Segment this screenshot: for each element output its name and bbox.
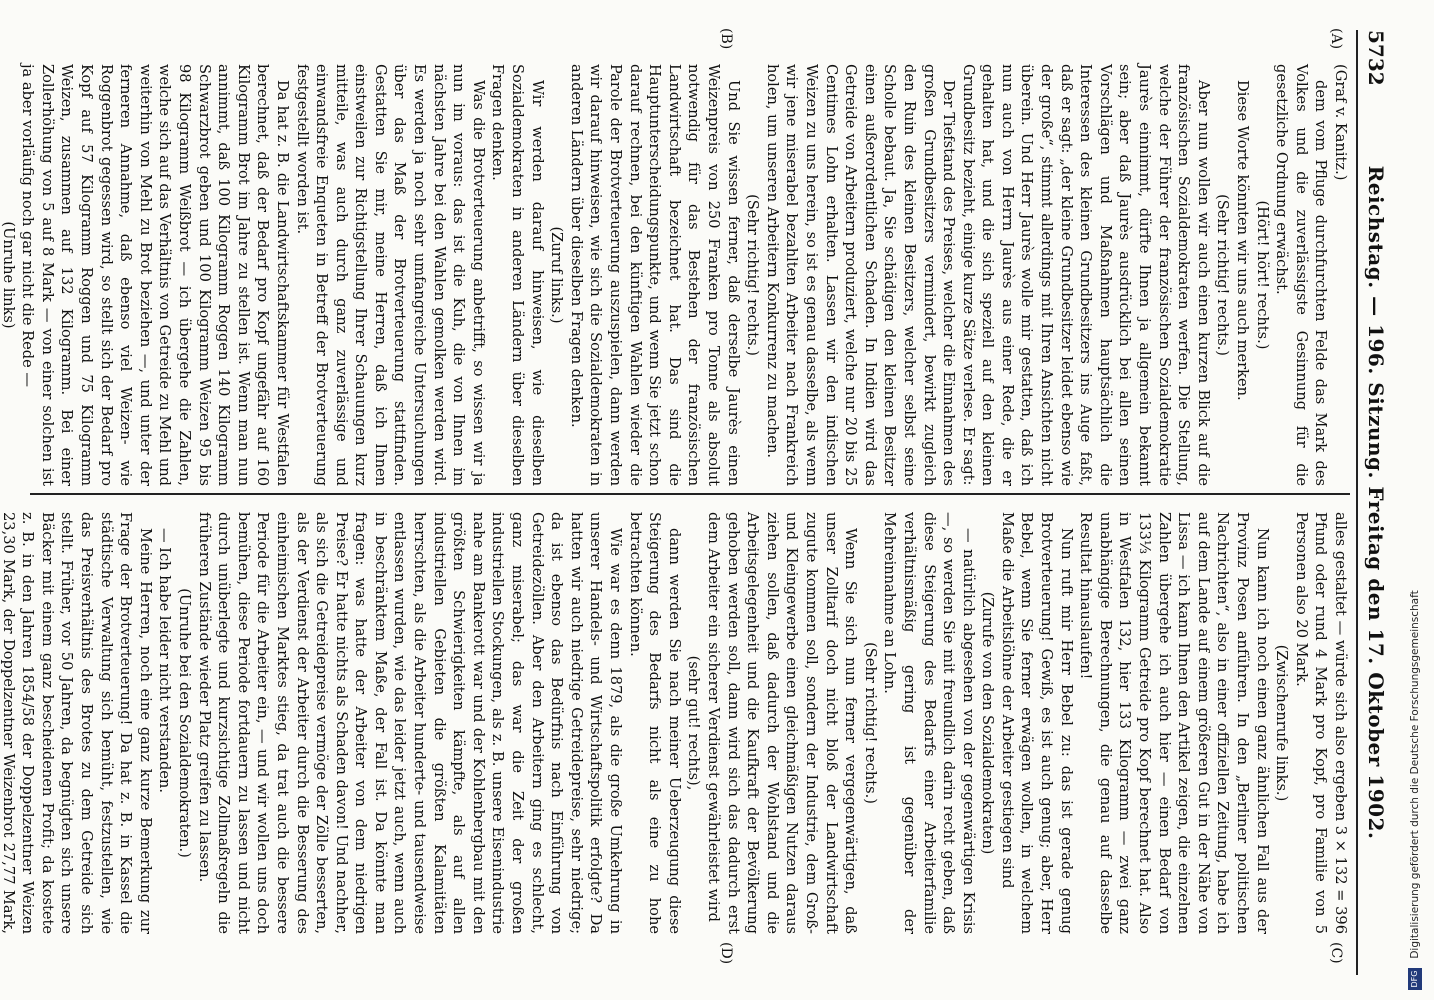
paragraph: (Sehr richtig! rechts.) xyxy=(861,642,879,804)
paragraph: (Zurufe von den Sozialdemokraten) xyxy=(979,591,997,855)
paragraph: Nun kann ich noch einen ganz ähnlichen Fall aus der Provinz Posen anführen. In den „Berliner politischen Nachrichten“, also in einer offiziellen Zeitung, habe ich auf dem Lande auf einem größeren Gut in der Nähe von Lissa — ich kann Ihnen den Artikel zeigen, die einzelnen Zahlen übergehe ich auch hier — einen Bedarf von 133⅓ Kilogramm Getreide pro Kopf berechnet hat. Also in Westfalen 132, hier 133 Kilogramm — zwei ganz unabhängige Berechnungen, die genau auf dasselbe Resultat hinauslaufen! xyxy=(1077,512,1271,934)
paragraph: — Ich habe leider nicht verstanden. xyxy=(156,528,174,793)
column-divider xyxy=(30,493,1350,495)
paragraph: (sehr gut! rechts), xyxy=(685,655,703,791)
paragraph: (Graf v. Kanitz.) xyxy=(1332,64,1349,181)
paragraph: (Zuruf links.) xyxy=(548,226,566,324)
paragraph: Wie war es denn 1879, als die große Umkehrung in unserer Handels- und Wirtschaftspolitik erfolgte? Da hatten wir auch niedrige Getreidepreise, sehr niedrige; da ist ebenso das Bedürfnis nach Einführung von Getreidezöllen. Aber den Arbeitern ging es schlecht, ganz miserabel; das war die Zeit der großen industriellen Stockungen, als z. B. unsere Eisenindustrie nahe am Bankerott war und der Kohlenbergbau mit den größten Schwierigkeiten kämpfte, als auf allen industriellen Gebieten die größten Kalamitäten herrschten, als die Arbeiter hunderte- und tausendweise entlassen wurden, wie das leider jetzt auch, wenn auch in beschränktem Maße, der Fall ist. Da könnte man fragen: was hatte der Arbeiter von dem niedrigen Preise? Er hatte nichts als Schaden davon! Und nachher, als sich die Getreidepreise vermöge der Zölle besserten, als der Verdienst der Arbeiter durch die Besserung des einheimischen Marktes stieg, da trat auch die bessere Periode für die Arbeiter ein, — und wir wollen uns doch bemühen, diese Periode fortdauern zu lassen und nicht durch unüberlegte und kurzsichtige Zollmaßregeln die früheren Zustände wieder Platz greifen zu lassen. xyxy=(195,512,625,934)
paragraph: alles gestaltet — würde sich also ergeben 3 × 132 = 396 Pfund oder rund 4 Mark pro Kopf, pro Familie von 5 Personen also 20 Mark. xyxy=(1292,512,1349,934)
paragraph: (Sehr richtig! rechts.) xyxy=(1214,194,1232,356)
paragraph: Und Sie wissen ferner, daß derselbe Jaurès einen Weizenpreis von 250 Franken pro Tonne als absolut notwendig für das Bestehen der französischen Landwirtschaft bezeichnet hat. Das sind die Hauptunterscheidungspunkte, und wenn Sie jetzt schon darauf rechnen, bei den künftigen Wahlen wieder die Parole der Brotverteuerung auszuspielen, dann werden wir darauf hinweisen, wie sich die Sozialdemokraten in anderen Ländern über dieselben Fragen denken. xyxy=(567,64,742,486)
paragraph: (Unruhe links) xyxy=(0,221,17,329)
digitization-credit xyxy=(1408,10,1430,990)
paragraph: dem vom Pfluge durchfurchten Felde das Mark des Volkes und die zuverlässigste Gesinnung für die gesetzliche Ordnung erwächst. xyxy=(1273,64,1330,486)
margin-mark-c: (C) xyxy=(1328,942,1344,964)
paragraph: Meine Herren, noch eine ganz kurze Bemerkung zur Frage der Brotverteuerung! Da hat z. B. in Kassel die städtische Verwaltung sich bemüht, festzustellen, wie das Preisverhältnis des Brotes zu dem Getreide sich stellt. Früher, vor 50 Jahren, da begnügten sich unsere Bäcker mit einem ganz bescheidenen Profit; da kostete z. B. in den Jahren 1854/58 der Doppelzentner Weizen 23,30 Mark, der Doppelzentner Weizenbrot 27,77 Mark, xyxy=(0,512,154,934)
paragraph: Der Tiefstand des Preises, welcher die Einnahmen des großen Grundbesitzers vermindert, bewirkt zugleich den Ruin des kleinen Besitzers, welcher selbst seine Scholle bebaut. Ja, Sie schädigen den kleinen Besitzer einen außerordentlichen Schaden. In Indien wird das Getreide von Arbeitern produziert, welche nur 20 bis 25 Centimes Lohn erhalten. Lassen wir den indischen Weizen zu uns herein, so ist es genau dasselbe, als wenn wir jene miserabel bezahlten Arbeiter nach Frankreich holen, um unseren Arbeitern Konkurrenz zu machen. xyxy=(763,64,958,486)
paragraph: Aber nun wollen wir auch einen kurzen Blick auf die französischen Sozialdemokraten werfen. Die Stellung, welche der Führer der französischen Sozialdemokratie Jaurès einnimmt, dürfte Ihnen ja allgemein bekannt sein; aber daß Jaurès ausdrücklich bei allen seinen Vorschlägen und Maßnahmen hauptsächlich die Interessen des kleinen Grundbesitzers ins Auge faßt, daß er sagt: „der kleine Grundbesitzer leidet ebenso wie der große“, stimmt allerdings mit Ihren Ansichten nicht überein. Und Herr Jaurès wolle mir gestatten, daß ich nun auch von Herrn Jaurès aus einer Rede, die er gehalten hat, und die sich speziell auf den kleinen Grundbesitz bezieht, einige kurze Sätze verlese. Er sagt: xyxy=(959,64,1212,486)
paragraph: Nun ruft mir Herr Bebel zu: das ist gerade genug Brotverteuerung! Gewiß, es ist auch genug; aber, Herr Bebel, wenn Sie ferner erwägen wollen, in welchem Maße die Arbeitslöhne der Arbeiter gestiegen sind xyxy=(998,512,1075,934)
page-number: 5732 xyxy=(1364,30,1388,86)
margin-mark-b: (B) xyxy=(718,28,734,50)
paragraph: dann werden Sie nach meiner Ueberzeugung diese Steigerung des Bedarfs nicht als eine zu hohe betrachten können. xyxy=(626,512,683,934)
paragraph: (Unruhe bei den Sozialdemokraten.) xyxy=(175,588,193,858)
paragraph: Wenn Sie sich nun ferner vergegenwärtigen, daß unser Zolltarif doch nicht bloß der Landwirtschaft zugute kommen soll, sondern der Industrie, dem Groß- und Kleingewerbe einen gleichmäßigen Nutzen daraus ziehen sollen, daß dadurch der Wohlstand und die Arbeitsgelegenheit und die Kaufkraft der Bevölkerung gehoben werden soll, dann wird sich das dadurch erst dem Arbeiter ein sicherer Verdienst gewährleistet wird xyxy=(705,512,860,934)
page-header xyxy=(1356,30,1394,975)
margin-mark-d: (D) xyxy=(718,942,734,965)
credit-text: Digitalisierung gefördert durch die Deutsche Forschungsgemeinschaft xyxy=(1409,590,1421,959)
paragraph: Diese Worte könnten wir uns auch merken. xyxy=(1234,80,1252,401)
right-column xyxy=(0,512,1350,934)
paragraph: Was die Brotverteuerung anbetrifft, so wissen wir ja nun im voraus: das ist die Kuh, die von Ihnen im nächsten Jahre bei den Wahlen gemolken werden wird. Es werden ja noch sehr umfangreiche Untersuchungen über das Maß der Brotverteuerung stattfinden. Gestatten Sie mir, meine Herren, daß ich Ihnen einstweilen zur Richtigstellung Ihrer Schauungen kurz mitteile, was auch durch ganz zuverlässige und einwandsfreie Enqueten in Betreff der Brotverteuerung festgestellt worden ist. xyxy=(293,64,487,486)
paragraph: (Hört! hört! rechts.) xyxy=(1253,200,1271,350)
paragraph: (Sehr richtig! rechts.) xyxy=(744,194,762,356)
paragraph: (Zwischenrufe links.) xyxy=(1273,644,1291,802)
paragraph: — natürlich abgesehen von der gegenwärtigen Krisis —, so werden Sie mit freundlich darin recht geben, daß diese Steigerung des Bedarfs einer Arbeiterfamilie verhältnismäßig gering ist gegenüber der Mehreinnahme an Lohn. xyxy=(881,512,977,934)
paragraph: Da hat z. B. die Landwirtschaftskammer für Westfalen berechnet, daß der Bedarf pro Kopf ungefähr auf 160 Kilogramm Brot im Jahre zu stellen ist. Wenn man nun annimmt, daß 100 Kilogramm Roggen 140 Kilogramm Schwarzbrot geben und 100 Kilogramm Weizen 95 bis 98 Kilogramm Weißbrot — ich übergehe die Zahlen, welche sich auf das Verhältnis von Getreide zu Mehl und weiterhin von Mehl zu Brot beziehen —, und unter der ferneren Annahme, daß ebenso viel Weizen- wie Roggenbrot gegessen wird, so stellt sich der Bedarf pro Kopf auf 57 Kilogramm Roggen und 75 Kilogramm Weizen, zusammen auf 132 Kilogramm. Bei einer Zollerhöhung von 5 auf 8 Mark — von einer solchen ist ja aber vorläufig noch gar nicht die Rede — xyxy=(19,64,291,486)
margin-mark-a: (A) xyxy=(1328,28,1344,50)
dfg-logo: DFG xyxy=(1408,968,1422,990)
page-title: Reichstag. — 196. Sitzung. Freitag den 17. Oktober 1902. xyxy=(1364,165,1388,840)
left-column xyxy=(0,64,1350,486)
paragraph: Wir werden darauf hinweisen, wie dieselben Sozialdemokraten in anderen Ländern über dieselben Fragen denken. xyxy=(489,64,546,486)
